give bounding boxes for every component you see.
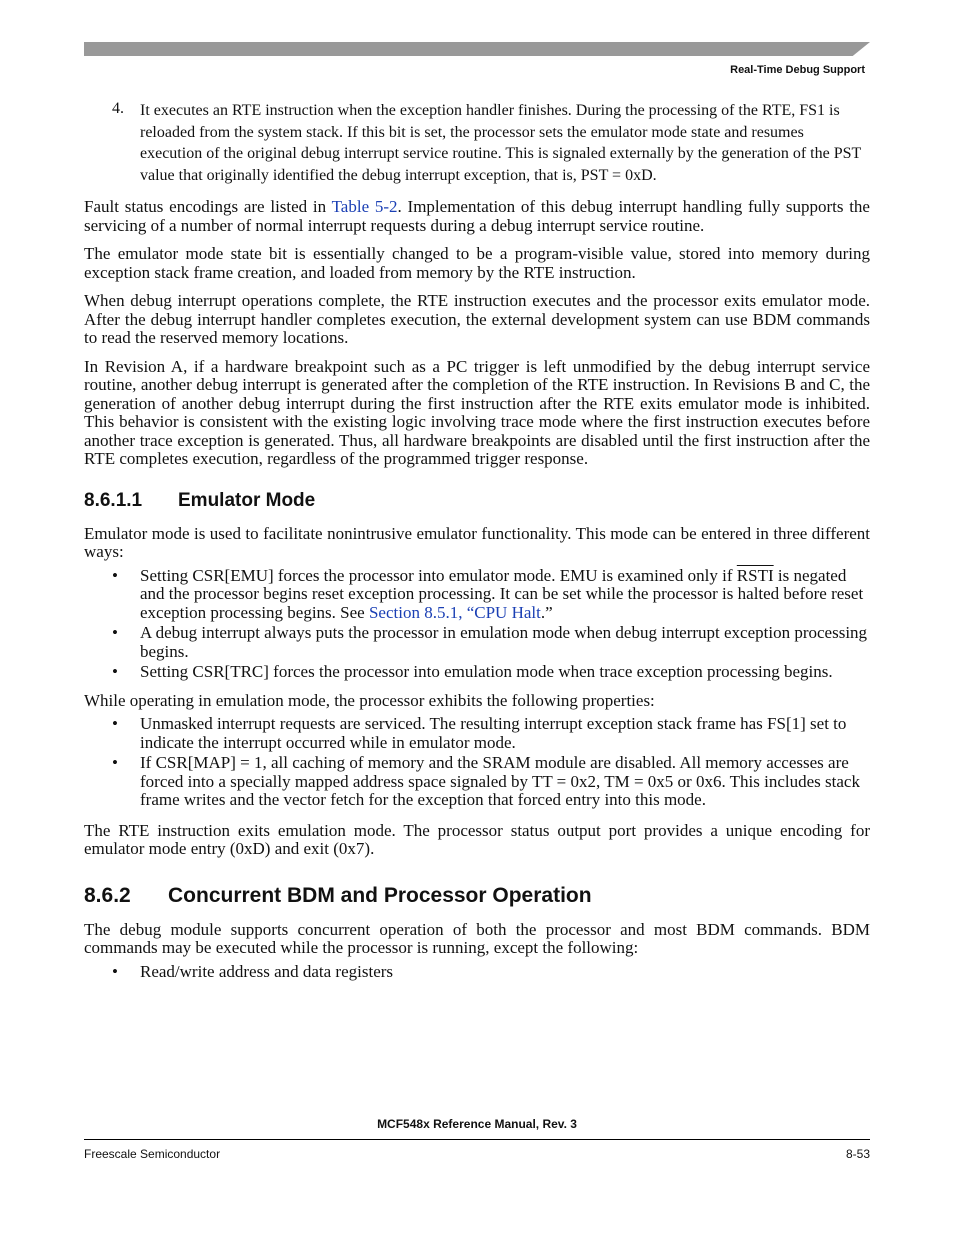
- footer-manual-title: MCF548x Reference Manual, Rev. 3: [377, 1117, 577, 1131]
- footer-rule: [84, 1139, 870, 1140]
- footer-page-number: 8-53: [845, 1147, 870, 1161]
- header-bar: [84, 42, 870, 56]
- table-5-2-link[interactable]: Table 5-2: [331, 197, 398, 216]
- item-number: 4.: [112, 100, 124, 117]
- paragraph-rte-exit: The RTE instruction exits emulation mode. The processor status output port provides a unique encoding for emulator mode entry (0xD) and exit (0x7).: [84, 820, 870, 858]
- numbered-item-4: [112, 100, 870, 186]
- item-text: It executes an RTE instruction when the exception handler finishes. During the processing of the RTE, FS1 is reloaded from the system stack. If this bit is set, the processor sets the emulator mode state and resumes execution of the original debug interrupt service routine. This is signaled externally by the generation of the PST value that originally identified the debug interrupt exception, that is, PST = 0xD.: [140, 102, 861, 184]
- running-header: Real-Time Debug Support: [730, 64, 865, 76]
- paragraph-properties-intro: While operating in emulation mode, the processor exhibits the following properties:: [84, 690, 655, 710]
- list-item: • Unmasked interrupt requests are serviced. The resulting interrupt exception stack frame has FS[1] set to indicate the interrupt occurred while in emulator mode.: [112, 714, 847, 752]
- paragraph-emulator-intro: Emulator mode is used to facilitate nonintrusive emulator functionality. This mode can be entered in three different ways:: [84, 523, 870, 561]
- paragraph-debug-complete: When debug interrupt operations complete, the RTE instruction executes and the processor exits emulator mode. After the debug interrupt handler completes execution, the external development system can use BDM commands to read the reserved memory locations.: [84, 291, 870, 347]
- paragraph-fault-status: Fault status encodings are listed in Table 5-2. Implementation of this debug interrupt handling fully supports the servicing of a number of normal interrupt requests during a debug interrupt service routine.: [84, 197, 870, 235]
- list-item: • Setting CSR[EMU] forces the processor into emulator mode. EMU is examined only if RSTI is negated and the processor begins reset exception processing. It can be set while the processor is halted before reset exception processing begins. See Section 8.5.1, “CPU Halt.”: [112, 565, 864, 622]
- list-item: • A debug interrupt always puts the processor in emulation mode when debug interrupt exception processing begins.: [112, 623, 868, 661]
- section-heading-8611: 8.6.1.1 Emulator Mode: [84, 489, 316, 511]
- list-item: • Setting CSR[TRC] forces the processor into emulation mode when trace exception processing begins.: [112, 662, 833, 681]
- list-item: • If CSR[MAP] = 1, all caching of memory and the SRAM module are disabled. All memory accesses are forced into a specially mapped address space signaled by TT = 0x2, TM = 0x5 or 0x6. This includes stack frame writes and the vector fetch for the exception that forced entry into this mode.: [112, 753, 860, 809]
- paragraph-concurrent-intro: The debug module supports concurrent operation of both the processor and most BDM commands. BDM commands may be executed while the processor is running, except the following:: [84, 919, 870, 957]
- properties-list: [84, 715, 870, 810]
- rsti-signal: RSTI: [736, 565, 774, 585]
- section-heading-862: 8.6.2 Concurrent BDM and Processor Operation: [84, 883, 592, 907]
- ways-list: [84, 567, 870, 682]
- list-item: • Read/write address and data registers: [112, 961, 394, 981]
- footer-company: Freescale Semiconductor: [84, 1147, 221, 1161]
- paragraph-revision: In Revision A, if a hardware breakpoint such as a PC trigger is left unmodified by the debug interrupt service routine, another debug interrupt is generated after the completion of the RTE instruction. In Revisions B and C, the generation of another debug interrupt during the first instruction after the RTE exits emulator mode is inhibited. This behavior is consistent with the existing logic involving trace mode where the first instruction executes before another trace exception is generated. Thus, all hardware breakpoints are disabled until the first instruction after the RTE completes execution, regardless of the programmed trigger response.: [84, 356, 870, 468]
- paragraph-state-bit: The emulator mode state bit is essentially changed to be a program-visible value, stored into memory during exception stack frame creation, and loaded from memory by the RTE instruction.: [84, 244, 870, 282]
- page-body: [84, 100, 870, 981]
- section-8-5-1-link[interactable]: Section 8.5.1, “CPU Halt: [368, 602, 541, 622]
- bdm-exceptions-list: [84, 963, 870, 982]
